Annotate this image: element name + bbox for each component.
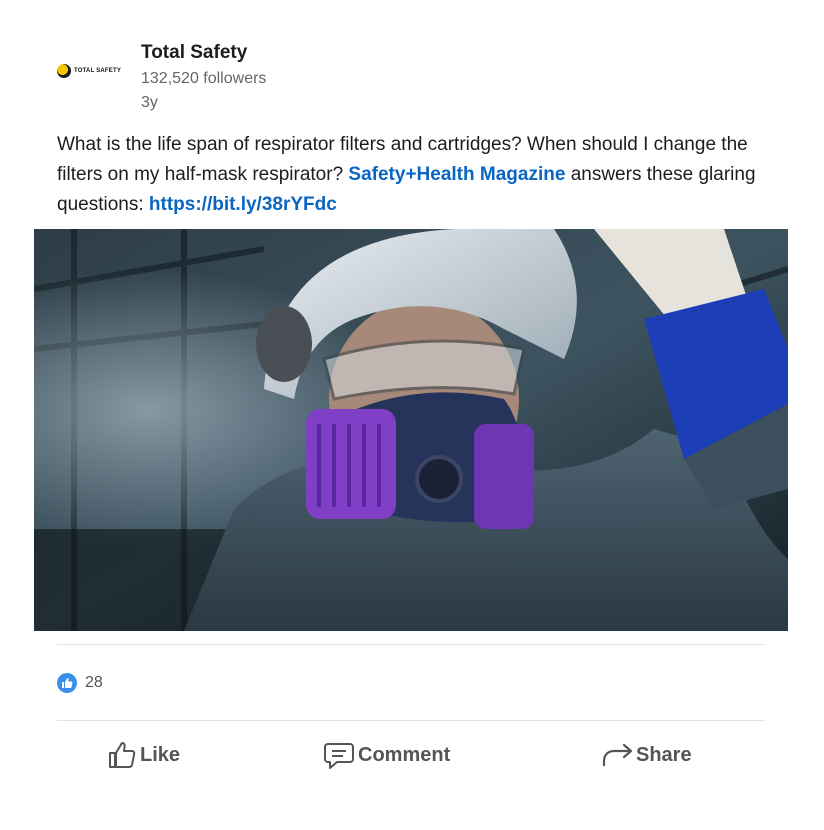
post-text-part-1: What is the life span of respirator filters and cartridges? When should I change the filters on my half-mask respirator? <box>57 134 748 185</box>
like-label: Like <box>140 743 181 766</box>
comment-label: Comment <box>358 743 451 766</box>
post-age: 3y <box>141 94 158 111</box>
magazine-link[interactable]: Safety+Health Magazine <box>348 164 566 185</box>
company-logo[interactable] <box>57 54 127 88</box>
share-label: Share <box>636 743 692 766</box>
thumbs-up-icon <box>106 739 138 771</box>
company-name[interactable]: Total Safety <box>141 42 248 63</box>
comment-icon <box>322 739 356 771</box>
divider-top <box>57 644 765 645</box>
reaction-count: 28 <box>85 674 103 691</box>
logo-mark-icon <box>57 64 71 78</box>
like-reaction-icon <box>57 673 77 693</box>
share-arrow-icon <box>600 739 634 771</box>
logo-text: TOTAL SAFETY <box>74 68 122 74</box>
social-actions-bar <box>0 730 824 780</box>
comment-button[interactable] <box>322 730 450 780</box>
divider-bottom <box>57 720 765 721</box>
post-body <box>57 130 777 220</box>
like-button[interactable] <box>106 730 180 780</box>
post-header <box>57 38 777 118</box>
article-url-link[interactable]: https://bit.ly/38rYFdc <box>148 194 337 215</box>
post-text-part-2: answers these glaring questions: <box>57 164 756 215</box>
share-button[interactable] <box>600 730 692 780</box>
post-image[interactable] <box>34 229 788 631</box>
follower-count: 132,520 followers <box>141 70 267 87</box>
reactions-summary[interactable] <box>57 670 103 696</box>
